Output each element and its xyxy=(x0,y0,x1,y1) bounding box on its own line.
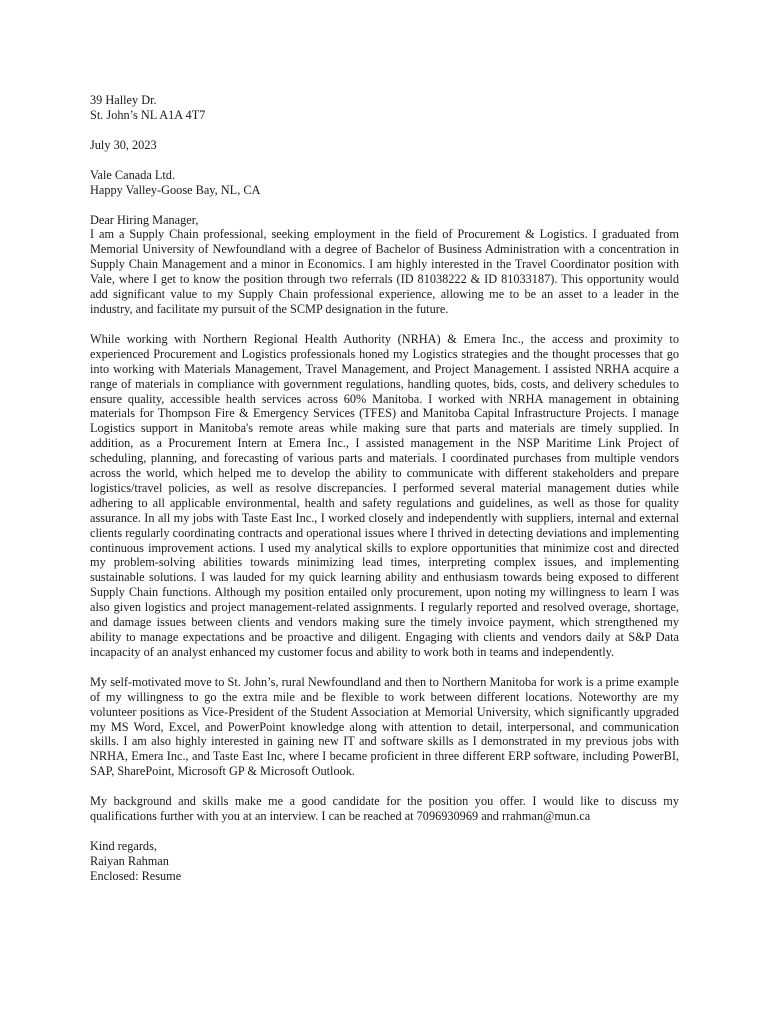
recipient-address xyxy=(90,168,679,198)
signer-name: Raiyan Rahman xyxy=(90,853,169,868)
recipient-company: Vale Canada Ltd. xyxy=(90,167,176,182)
valediction: Kind regards, xyxy=(90,838,157,853)
letter-date: July 30, 2023 xyxy=(90,137,157,152)
sender-address-line1: 39 Halley Dr. xyxy=(90,93,157,107)
body-paragraph-skills: My self-motivated move to St. John’s, rural Newfoundland and then to Northern Manitoba for work is a prime example of my willingness to go the extra mile and be flexible to work between different locations. Noteworthy are my volunteer positions as Vice-President of the Student Association at Memorial University, which significantly upgraded my MS Word, Excel, and PowerPoint knowledge along with attention to detail, interpersonal, and communication skills. I am also highly interested in gaining new IT and software skills as I demonstrated in my previous jobs with NRHA, Emera Inc., and Taste East Inc, where I became proficient in three different ERP software, including PowerBI, SAP, SharePoint, Microsoft GP & Microsoft Outlook. xyxy=(90,674,679,779)
sender-address xyxy=(90,93,679,123)
body-paragraph-closing: My background and skills make me a good candidate for the position you offer. I would like to discuss my qualifications further with you at an interview. I can be reached at 7096930969 and rrahman@mun.ca xyxy=(90,794,679,824)
body-paragraph-experience: While working with Northern Regional Health Authority (NRHA) & Emera Inc., the access and proximity to experienced Procurement and Logistics professionals honed my Logistics strategies and the thought processes that go into working with Materials Management, Travel Management, and Project Management. I assisted NRHA acquire a range of materials in compliance with government regulations, handling quotes, bids, costs, and delivery schedules to ensure quality, accessible health services across 60% Manitoba. I worked with NRHA management in obtaining materials for Thompson Fire & Emergency Services (TFES) and Manitoba Capital Infrastructure Projects. I manage Logistics support in Manitoba's remote areas while making sure that parts and materials are timely supplied. In addition, as a Procurement Intern at Emera Inc., I assisted management in the NSP Maritime Link Project of scheduling, planning, and forecasting of various parts and materials. I coordinated purchases from multiple vendors across the world, which helped me to develop the ability to communicate with different stakeholders and prepare logistics/travel policies, as well as resolve discrepancies. I performed several material management duties while adhering to all applicable environmental, health and safety regulations and guidelines, as well as those for quality assurance. In all my jobs with Taste East Inc., I worked closely and independently with suppliers, internal and external clients regularly coordinating contracts and operational issues where I thrived in detecting deviations and implementing continuous improvement actions. I used my analytical skills to explore opportunities that minimize cost and directed my problem-solving abilities towards minimizing lead times, interpreting complex issues, and implementing sustainable solutions. I was lauded for my quick learning ability and enthusiasm towards being exposed to different Supply Chain functions. Although my position entailed only procurement, upon noting my willingness to learn I was also given logistics and project management-related assignments. I regularly reported and resolved overage, shortage, and damage issues between clients and vendors making sure the timely invoice payment, which strengthened my ability to manage expectations and be proactive and diligent. Engaging with clients and vendors daily at S&P Data incapacity of an analyst enhanced my customer focus and ability to work both in teams and independently. xyxy=(90,331,679,659)
salutation: Dear Hiring Manager, xyxy=(90,212,199,227)
cover-letter xyxy=(90,93,679,884)
enclosure-note: Enclosed: Resume xyxy=(90,868,182,883)
signature-block xyxy=(90,839,679,884)
recipient-location: Happy Valley-Goose Bay, NL, CA xyxy=(90,182,261,197)
body-paragraph-intro: I am a Supply Chain professional, seeking employment in the field of Procurement & Logistics. I graduated from Memorial University of Newfoundland with a degree of Bachelor of Business Administration with a concentration in Supply Chain Management and a minor in Economics. I am highly interested in the Travel Coordinator position with Vale, where I get to know the position through two referrals (ID 81038222 & ID 81033187). This opportunity would add significant value to my Supply Chain professional experience, allowing me to be an asset to a leader in the industry, and facilitate my pursuit of the SCMP designation in the future. xyxy=(90,227,679,316)
sender-address-line2: St. John’s NL A1A 4T7 xyxy=(90,107,206,122)
